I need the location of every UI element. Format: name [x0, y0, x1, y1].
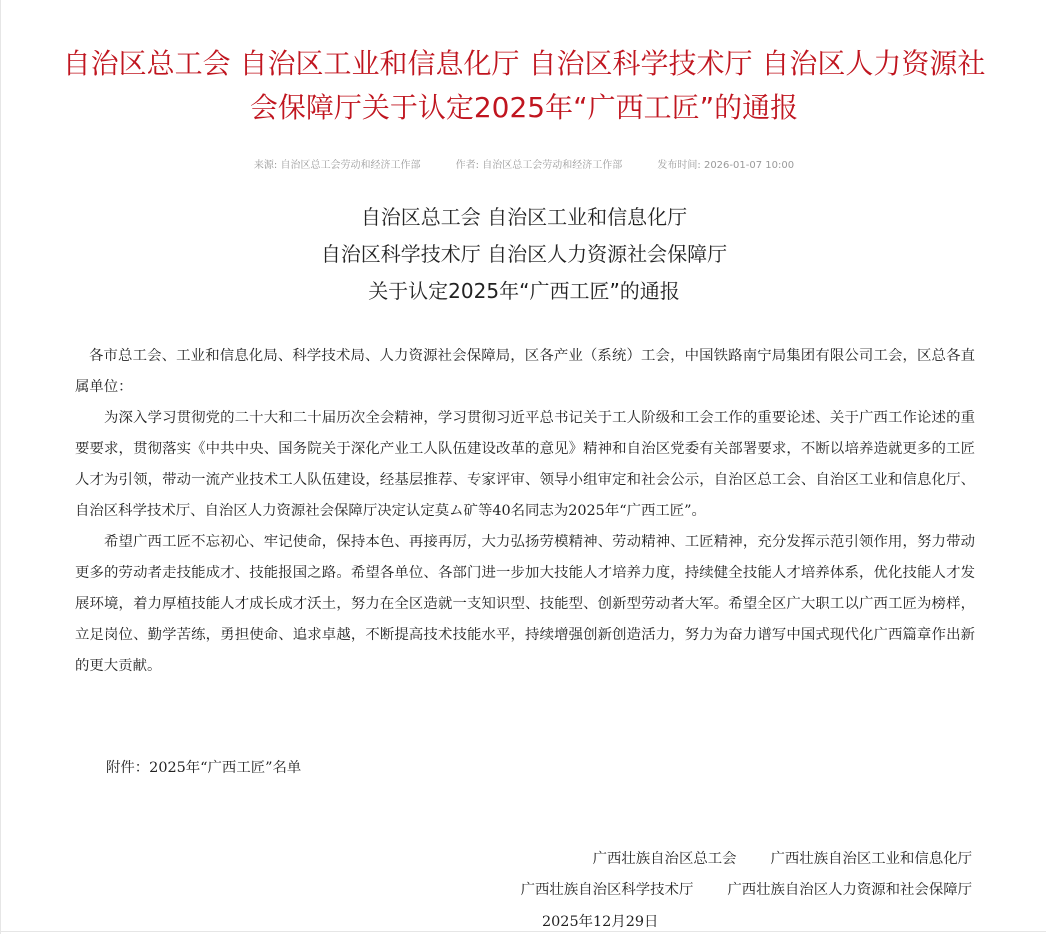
signature-org-4: 广西壮族自治区人力资源和社会保障厅: [727, 882, 972, 898]
article-meta: [1, 156, 1046, 171]
signature-org-3: 广西壮族自治区科学技术厅: [520, 882, 694, 898]
signature-date: 2025年12月29日: [542, 914, 659, 930]
document-heading-line-2: 自治区科学技术厅 自治区人力资源社会保障厅: [320, 242, 728, 266]
signature-org-1: 广西壮族自治区总工会: [592, 851, 737, 867]
meta-source: 来源: 自治区总工会劳动和经济工作部: [253, 160, 421, 171]
signature-row-2: [521, 876, 972, 904]
meta-published-time: 发布时间: 2026-01-07 10:00: [657, 160, 795, 171]
document-heading-line-3: 关于认定2025年“广西工匠”的通报: [368, 279, 680, 303]
document-heading-line-1: 自治区总工会 自治区工业和信息化厅: [360, 205, 688, 229]
attachment-link[interactable]: 附件：2025年“广西工匠”名单: [106, 760, 302, 776]
body-paragraph-1: 为深入学习贯彻党的二十大和二十届历次全会精神，学习贯彻习近平总书记关于工人阶级和工会工作的重要论述、关于广西工作论述的重要要求，贯彻落实《中共中央、国务院关于深化产业工人队伍建设改革的意见》精神和自治区党委有关部署要求，不断以培养造就更多的工匠人才为引领，带动一流产业技术工人队伍建设，经基层推荐、专家评审、领导小组审定和社会公示，自治区总工会、自治区工业和信息化厅、自治区科学技术厅、自治区人力资源社会保障厅决定认定莫ム矿等40名同志为2025年“广西工匠”。: [75, 410, 975, 519]
signature-org-2: 广西壮族自治区工业和信息化厅: [770, 851, 972, 867]
meta-author: 作者: 自治区总工会劳动和经济工作部: [455, 160, 623, 171]
article-title-line-2: 会保障厅关于认定2025年“广西工匠”的通报: [249, 91, 799, 124]
signature-row-1: [593, 845, 972, 873]
article-body: [75, 341, 975, 682]
bottom-divider: [1, 931, 1046, 932]
article-title-line-1: 自治区总工会 自治区工业和信息化厅 自治区科学技术厅 自治区人力资源社: [62, 47, 986, 80]
body-paragraph-2: 希望广西工匠不忘初心、牢记使命，保持本色、再接再厉，大力弘扬劳模精神、劳动精神、工匠精神，充分发挥示范引领作用，努力带动更多的劳动者走技能成才、技能报国之路。希望各单位、各部门进一步加大技能人才培养力度，持续健全技能人才培养体系，优化技能人才发展环境，着力厚植技能人才成长成才沃土，努力在全区造就一支知识型、技能型、创新型劳动者大军。希望全区广大职工以广西工匠为榜样，立足岗位、勤学苦练，勇担使命、追求卓越，不断提高技术技能水平，持续增强创新创造活力，努力为奋力谱写中国式现代化广西篇章作出新的更大贡献。: [75, 534, 975, 674]
salutation: 各市总工会、工业和信息化局、科学技术局、人力资源社会保障局，区各产业（系统）工会，中国铁路南宁局集团有限公司工会，区总各直属单位：: [75, 348, 975, 395]
